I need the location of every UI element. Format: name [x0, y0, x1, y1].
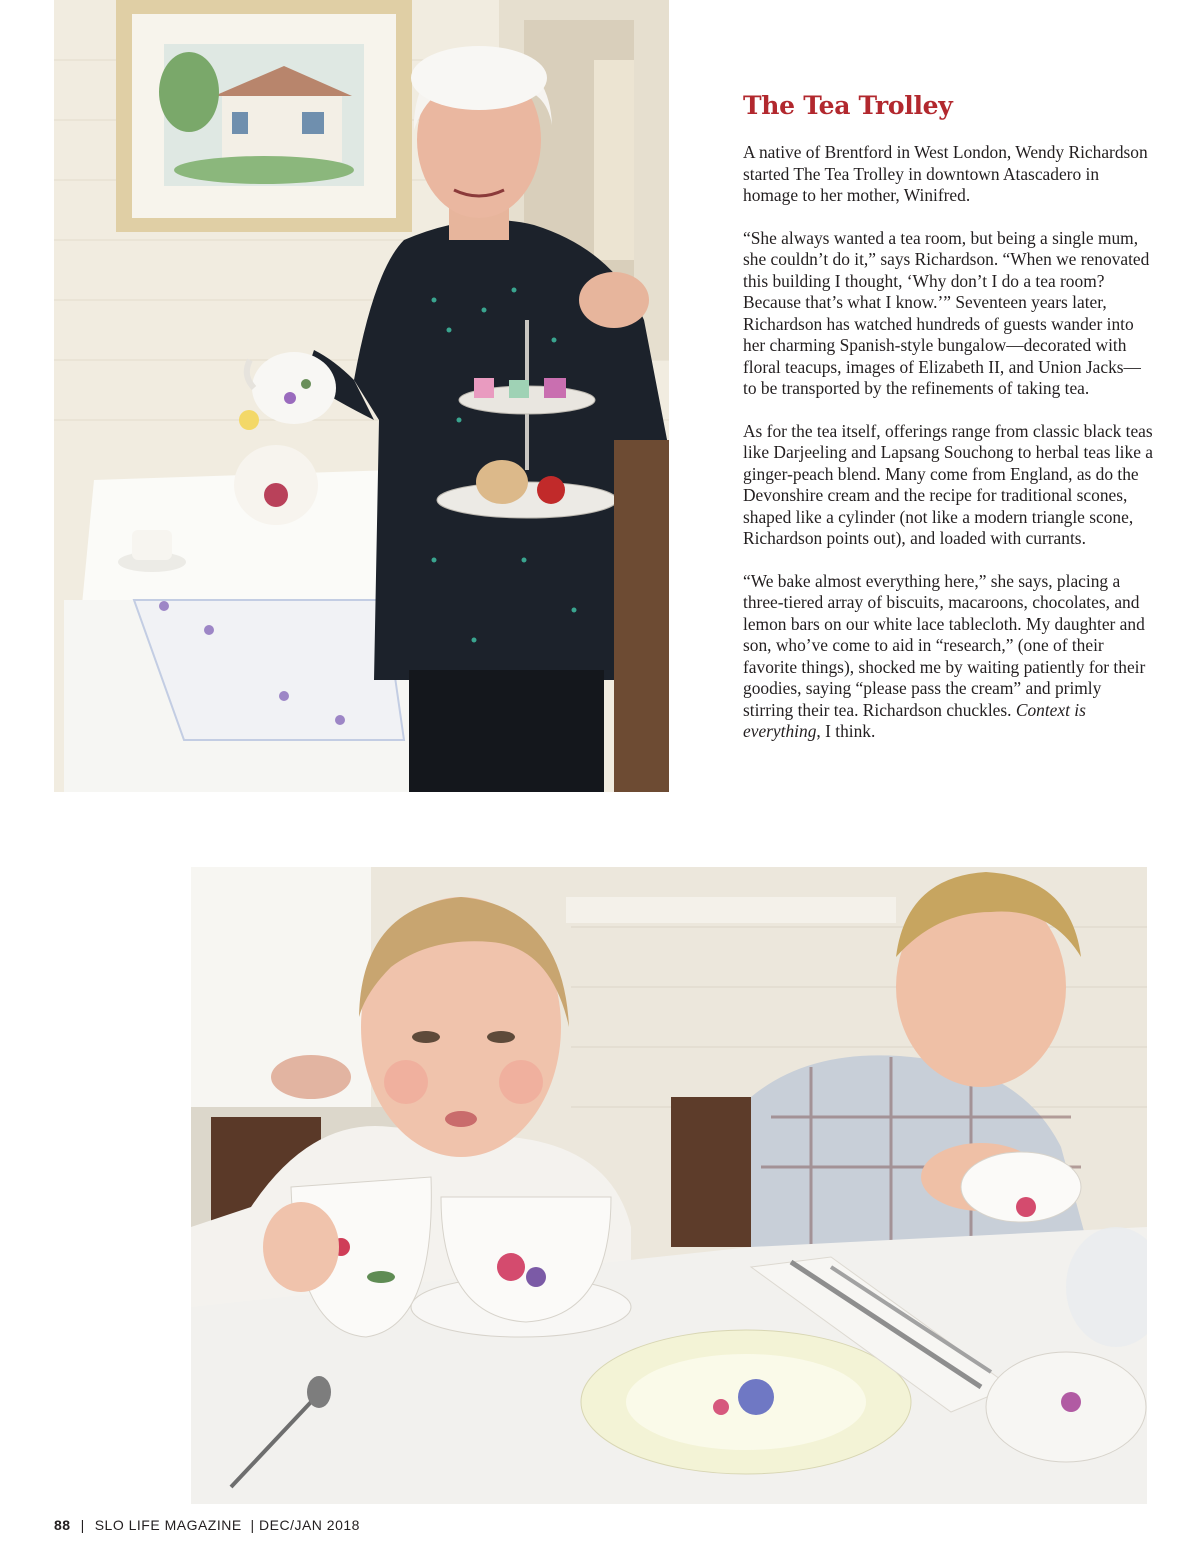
- photo-children-illustration: [191, 867, 1147, 1504]
- article: [743, 88, 1153, 764]
- article-paragraph-1: A native of Brentford in West London, Wendy Richardson started The Tea Trolley in downtown Atascadero in homage to her mother, Winifred.: [743, 142, 1148, 205]
- article-title: The Tea Trolley: [743, 91, 953, 120]
- issue-date: | DEC/JAN 2018: [250, 1517, 360, 1533]
- photo-wendy-illustration: [54, 0, 669, 792]
- article-paragraph-2: “She always wanted a tea room, but being a single mum, she couldn’t do it,” says Richardson. “When we renovated this building I thought, ‘Why don’t I do a tea room? Because that’s what I know.’” Seventeen years later, Richardson has watched hundreds of guests wander into her charming Spanish-style bungalow—decorated with floral teacups, images of Elizabeth II, and Union Jacks—to be transported by the refinements of taking tea.: [743, 227, 1150, 398]
- article-paragraph-4-end: , I think.: [816, 721, 876, 741]
- page-footer: [54, 1517, 360, 1533]
- article-paragraph-4-italic: Context is everything: [743, 699, 1086, 741]
- footer-divider: |: [80, 1517, 85, 1533]
- photo-wendy-richardson: [54, 0, 669, 792]
- magazine-name: SLO LIFE MAGAZINE: [94, 1517, 242, 1533]
- photo-children-tea: [191, 867, 1147, 1504]
- article-paragraph-4-start: “We bake almost everything here,” she says, placing a three-tiered array of biscuits, macaroons, chocolates, and lemon bars on our white lace tablecloth. My daughter and son, who’ve come to aid in “research,” (one of their favorite things), shocked me by waiting patiently for their goodies, saying “please pass the cream” and primly stirring their tea. Richardson chuckles.: [743, 570, 1146, 720]
- article-paragraph-4: [743, 571, 1153, 743]
- page-number: 88: [54, 1517, 71, 1533]
- article-paragraph-3: As for the tea itself, offerings range from classic black teas like Darjeeling and Lapsang Souchong to herbal teas like a ginger-peach blend. Many come from England, as do the Devonshire cream and the recipe for traditional scones, shaped like a cylinder (not like a modern triangle scone, Richardson points out), and loaded with currants.: [743, 420, 1153, 548]
